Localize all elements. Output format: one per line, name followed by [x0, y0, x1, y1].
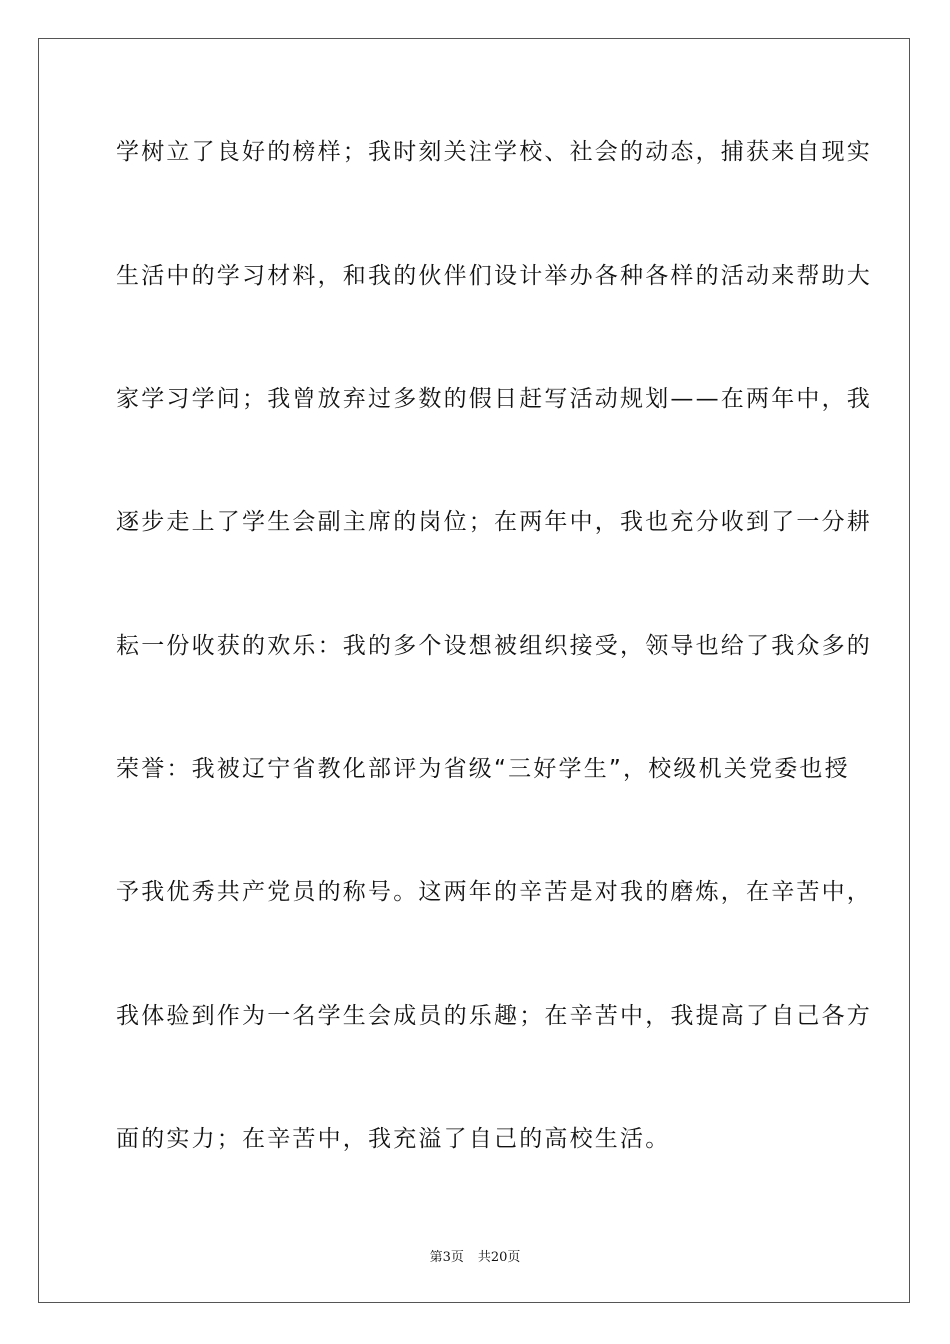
- body-text-line-3: 家学习学问；我曾放弃过多数的假日赶写活动规划——在两年中，我: [116, 386, 872, 412]
- page-footer: [0, 1246, 950, 1265]
- body-text-line-7: 予我优秀共产党员的称号。这两年的辛苦是对我的磨炼，在辛苦中，: [116, 879, 872, 905]
- page-total: 共20页: [477, 1250, 521, 1265]
- body-text-line-4: 逐步走上了学生会副主席的岗位；在两年中，我也充分收到了一分耕: [116, 509, 872, 535]
- page-border: [38, 38, 910, 1303]
- body-text-line-2: 生活中的学习材料，和我的伙伴们设计举办各种各样的活动来帮助大: [116, 263, 872, 289]
- body-text-line-8: 我体验到作为一名学生会成员的乐趣；在辛苦中，我提高了自己各方: [116, 1003, 872, 1029]
- body-text-line-5: 耘一份收获的欢乐：我的多个设想被组织接受，领导也给了我众多的: [116, 633, 872, 659]
- body-text-line-6: 荣誉：我被辽宁省教化部评为省级“三好学生”，校级机关党委也授: [116, 756, 850, 782]
- body-text-line-9: 面的实力；在辛苦中，我充溢了自己的高校生活。: [116, 1126, 671, 1152]
- body-text-line-1: 学树立了良好的榜样；我时刻关注学校、社会的动态，捕获来自现实: [116, 139, 872, 165]
- page-number: 第3页: [429, 1250, 464, 1265]
